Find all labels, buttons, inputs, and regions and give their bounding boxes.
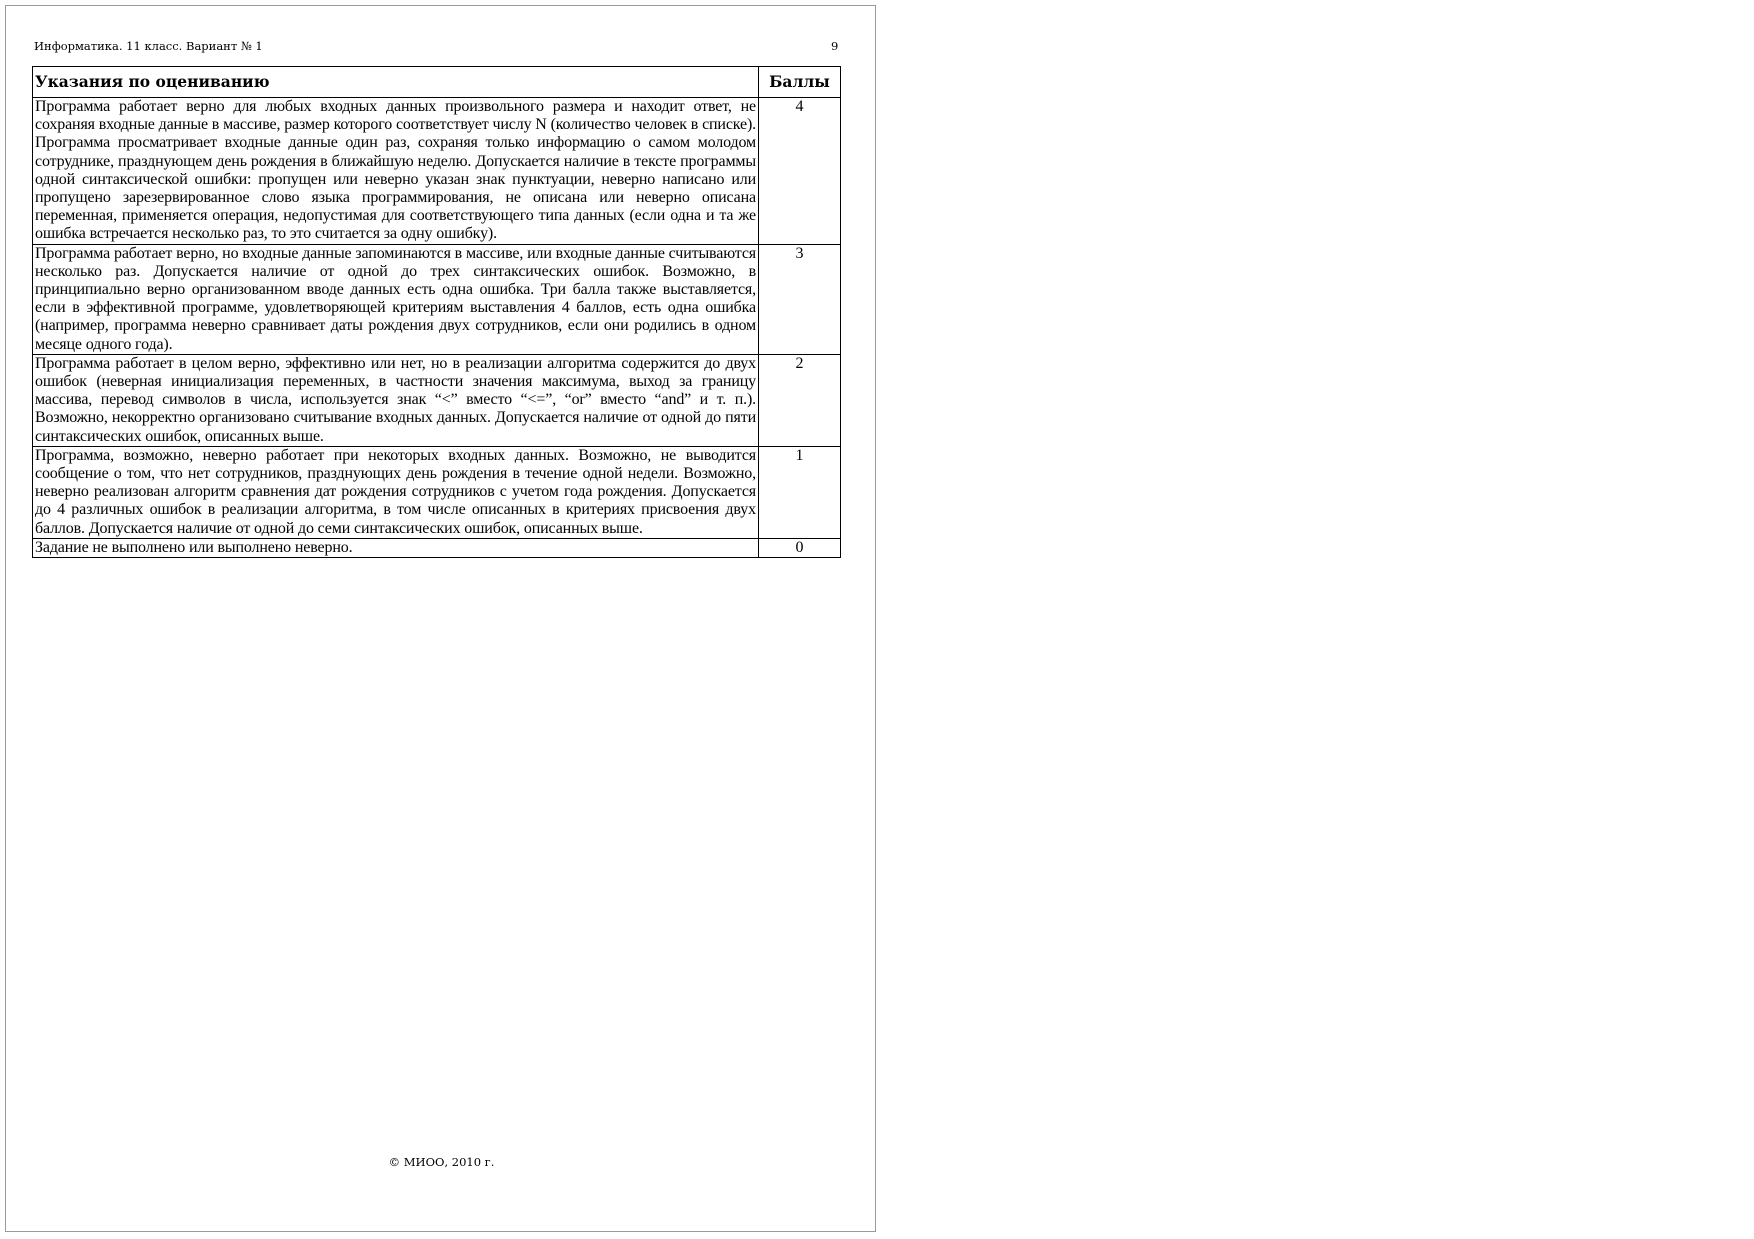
- copyright-footer: © МИОО, 2010 г.: [388, 1155, 495, 1169]
- column-header-score: Баллы: [759, 67, 841, 98]
- table-row: [33, 98, 841, 245]
- criteria-cell: Программа, возможно, неверно работает при некоторых входных данных. Возможно, не выводится сообщение о том, что нет сотрудников, празднующих день рождения в течение одной недели. Возможно, неверно реализован алгоритм сравнения дат рождения сотрудников с учетом года рождения. Допускается до 4 различных ошибок в реализации алгоритма, в том числе описанных в критериях присвоения двух баллов. Допускается наличие от одной до семи синтаксических ошибок, описанных выше.: [33, 446, 759, 538]
- criteria-cell: Программа работает верно, но входные данные запоминаются в массиве, или входные данные считываются несколько раз. Допускается наличие от одной до трех синтаксических ошибок. Возможно, в принципиально верно организованном вводе данных есть одна ошибка. Три балла также выставляется, если в эффективной программе, удовлетворяющей критериям выставления 4 баллов, есть одна ошибка (например, программа неверно сравнивает даты рождения двух сотрудников, если они родились в одном месяце одного года).: [33, 244, 759, 354]
- column-header-criteria: Указания по оцениванию: [33, 67, 759, 98]
- page-number: 9: [831, 39, 839, 53]
- table-row: [33, 354, 841, 446]
- criteria-cell: Задание не выполнено или выполнено неверно.: [33, 538, 759, 557]
- score-cell: 3: [759, 244, 841, 354]
- score-cell: 0: [759, 538, 841, 557]
- score-cell: 2: [759, 354, 841, 446]
- document-page: [5, 5, 876, 1232]
- grading-criteria-table: [32, 66, 841, 558]
- criteria-cell: Программа работает в целом верно, эффективно или нет, но в реализации алгоритма содержится до двух ошибок (неверная инициализация переменных, в частности значения максимума, выход за границу массива, перевод символов в числа, используется знак “<” вместо “<=”, “or” вместо “and” и т. п.). Возможно, некорректно организовано считывание входных данных. Допускается наличие от одной до пяти синтаксических ошибок, описанных выше.: [33, 354, 759, 446]
- criteria-cell: Программа работает верно для любых входных данных произвольного размера и находит ответ, не сохраняя входные данные в массиве, размер которого соответствует числу N (количество человек в списке). Программа просматривает входные данные один раз, сохраняя только информацию о самом молодом сотруднике, празднующем день рождения в ближайшую неделю. Допускается наличие в тексте программы одной синтаксической ошибки: пропущен или неверно указан знак пунктуации, неверно написано или пропущено зарезервированное слово языка программирования, не описана или неверно описана переменная, применяется операция, недопустимая для соответствующего типа данных (если одна и та же ошибка встречается несколько раз, то это считается за одну ошибку).: [33, 98, 759, 245]
- table-header-row: [33, 67, 841, 98]
- table-row: [33, 244, 841, 354]
- running-header-title: Информатика. 11 класс. Вариант № 1: [34, 39, 263, 53]
- score-cell: 1: [759, 446, 841, 538]
- score-cell: 4: [759, 98, 841, 245]
- table-row: [33, 538, 841, 557]
- table-row: [33, 446, 841, 538]
